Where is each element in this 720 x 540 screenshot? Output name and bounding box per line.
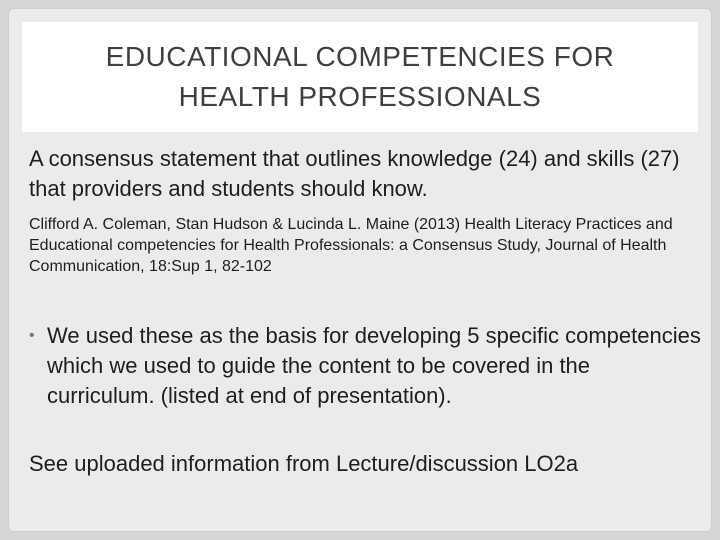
bullet-item [29,321,703,411]
slide-content [29,144,703,479]
slide [8,8,712,532]
bullet-list [29,321,703,411]
title-line-1: EDUCATIONAL COMPETENCIES FOR [105,41,615,72]
slide-title [22,22,698,132]
bullet-marker: • [29,327,35,344]
title-line-2: HEALTH PROFESSIONALS [178,81,542,112]
citation-text: Clifford A. Coleman, Stan Hudson & Lucinda L. Maine (2013) Health Literacy Practices and Educational competencies for Health Professionals: a Consensus Study, Journal of Health Communication, 18:Sup 1, 82-102 [29,216,673,275]
note-text: See uploaded information from Lecture/discussion LO2a [29,451,579,476]
intro-text: A consensus statement that outlines knowledge (24) and skills (27) that providers and students should know. [29,146,680,201]
bullet-text: We used these as the basis for developing 5 specific competencies which we used to guide the content to be covered in the curriculum. (listed at end of presentation). [47,323,701,408]
